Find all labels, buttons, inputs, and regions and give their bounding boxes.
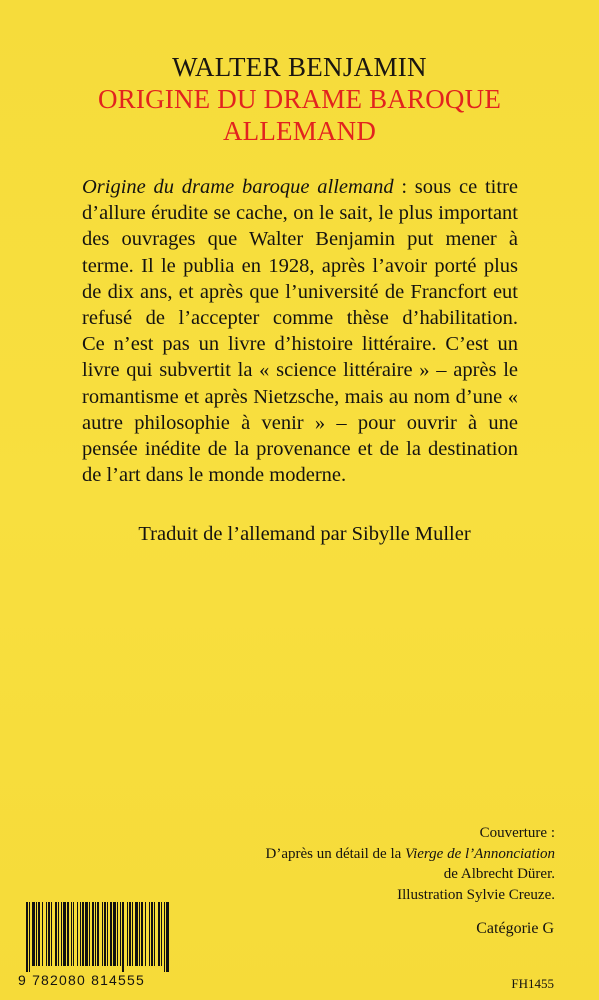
barcode-bar (58, 902, 59, 966)
barcode-bar (120, 902, 121, 966)
barcode-bar (113, 902, 116, 966)
barcode-bar (122, 902, 124, 972)
barcode-bar (80, 902, 81, 966)
title-line-2: ALLEMAND (222, 116, 377, 146)
credits-line-3: de Albrecht Dürer. (443, 866, 555, 882)
barcode-bar (166, 902, 169, 972)
barcode-bar (145, 902, 146, 966)
barcode-bar (164, 902, 165, 972)
barcode-bar (132, 902, 133, 966)
barcode-bar (82, 902, 84, 966)
barcode-bar (32, 902, 35, 966)
isbn-number: 9 782080 814555 (18, 972, 145, 988)
credits-heading: Couverture : (479, 825, 555, 841)
barcode-bar (104, 902, 106, 966)
barcode-bar (151, 902, 153, 966)
credits-artwork-title: Vierge de l’Annonciation (405, 845, 555, 862)
category-label: Catégorie G (476, 920, 554, 937)
blurb-paragraph-1 (82, 174, 518, 331)
barcode-bar (73, 902, 74, 966)
barcode-bar (77, 902, 78, 966)
barcode-bar (36, 902, 37, 966)
barcode-bar (139, 902, 140, 966)
barcode-bar (110, 902, 112, 966)
barcode-bar (95, 902, 96, 966)
credits-line-2 (225, 844, 555, 865)
barcode-bar (161, 902, 162, 966)
barcode-icon (22, 902, 172, 974)
barcode-bar (107, 902, 108, 966)
barcode-bar (89, 902, 90, 966)
barcode-bar (55, 902, 57, 966)
blurb-title-italic: Origine du drame baroque allemand (82, 176, 394, 198)
title-line-1: ORIGINE DU DRAME BAROQUE (97, 84, 502, 114)
barcode-bar (63, 902, 66, 966)
barcode-bar (67, 902, 69, 966)
blurb-paragraph-1-text: : sous ce titre d’allure érudite se cache, on le sait, le plus important des ouvrages que Walter Benjamin put mener à terme. Il le publia en 1928, après l’avoir porté plus de dix ans, et après que l’université de Francfort eut refusé de l’accepter comme thèse d’habilitation. (82, 176, 518, 330)
credits-line-4: Illustration Sylvie Creuze. (397, 886, 555, 903)
barcode-bar (61, 902, 62, 966)
barcode-bar (51, 902, 52, 966)
translator-credit: Traduit de l’allemand par Sibylle Muller (138, 523, 471, 545)
barcode-bar (38, 902, 40, 966)
barcode-bar (102, 902, 103, 966)
credits-line-2-prefix: D’après un détail de la (265, 845, 406, 862)
barcode-bar (92, 902, 94, 966)
barcode-bar (85, 902, 88, 966)
barcode-bar (29, 902, 30, 972)
barcode-bar (117, 902, 118, 966)
barcode-bar (42, 902, 43, 966)
barcode-bar (127, 902, 128, 966)
barcode-bar (154, 902, 155, 966)
barcode-bar (135, 902, 138, 966)
blurb-paragraph-2: Ce n’est pas un livre d’histoire littéraire. C’est un livre qui subvertit la « science littéraire » – après le romantisme et après Nietzsche, mais au nom d’une « autre philosophie à venir » – pour ouvrir à une pensée inédite de la provenance et de la destination de l’art dans le monde moderne. (82, 333, 518, 487)
barcode-bar (129, 902, 131, 966)
author-name: WALTER BENJAMIN (172, 52, 427, 82)
barcode-bar (46, 902, 47, 966)
barcode (22, 902, 172, 974)
barcode-bar (149, 902, 150, 966)
barcode-bar (26, 902, 28, 972)
blurb (82, 174, 518, 488)
barcode-bar (97, 902, 99, 966)
product-code: FH1455 (511, 976, 554, 991)
cover-credits (225, 823, 555, 905)
barcode-bar (48, 902, 50, 966)
barcode-bar (71, 902, 72, 966)
barcode-bar (141, 902, 143, 966)
barcode-bar (158, 902, 160, 966)
book-title (0, 83, 599, 147)
